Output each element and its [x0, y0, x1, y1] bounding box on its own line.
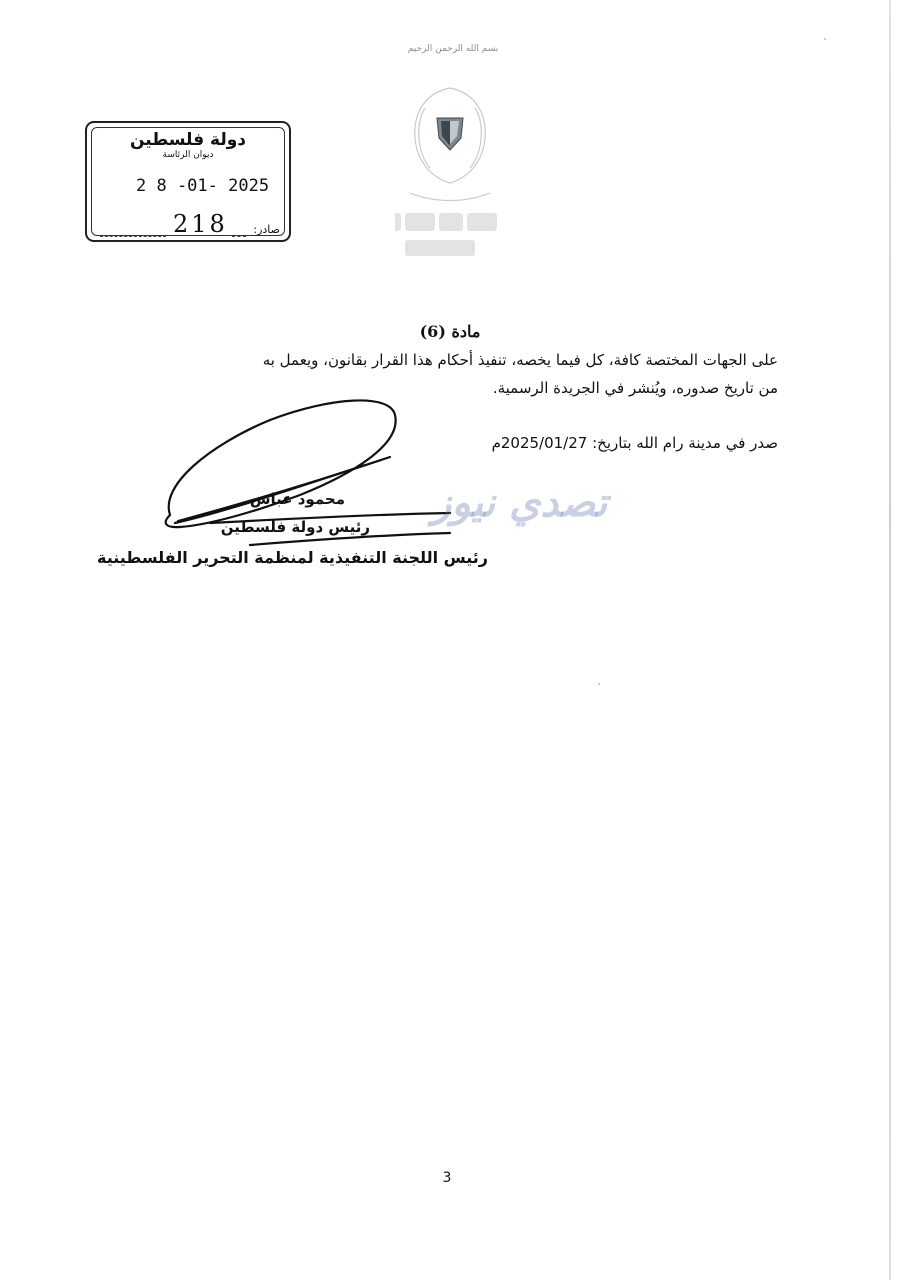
- scan-edge-line: [889, 0, 891, 1280]
- stamp-outgoing-label: صادر:: [253, 223, 280, 236]
- watermark-logo: تصدي نيوز: [432, 480, 608, 526]
- article-title: مادة (6): [419, 322, 481, 341]
- signatory-title-1: رئيس دولة فلسطين: [220, 518, 370, 536]
- signatory-name: محمود عباس: [249, 490, 345, 508]
- article-line-2: من تاريخ صدوره، ويُنشر في الجريدة الرسمية.: [492, 379, 778, 397]
- handwritten-signature: [150, 395, 460, 570]
- signatory-title-2: رئيس اللجنة التنفيذية لمنظمة التحرير الفلسطينية: [96, 548, 488, 567]
- stamp-state-name: دولة فلسطين: [129, 130, 247, 150]
- stamp-number: 218: [173, 210, 228, 238]
- article-line-1: على الجهات المختصة كافة، كل فيما يخصه، تنفيذ أحكام هذا القرار بقانون، ويعمل به: [262, 351, 778, 369]
- incoming-stamp: [85, 121, 291, 242]
- basmala-text: بسم الله الرحمن الرحيم: [407, 44, 499, 54]
- stamp-date: 2 8 -01- 2025: [136, 176, 270, 196]
- page-number: 3: [442, 1170, 452, 1186]
- palestine-emblem-icon: [395, 68, 505, 268]
- issued-date-line: صدر في مدينة رام الله بتاريخ: 2025/01/27م: [491, 434, 778, 452]
- stamp-office-name: ديوان الرئاسة: [162, 150, 214, 160]
